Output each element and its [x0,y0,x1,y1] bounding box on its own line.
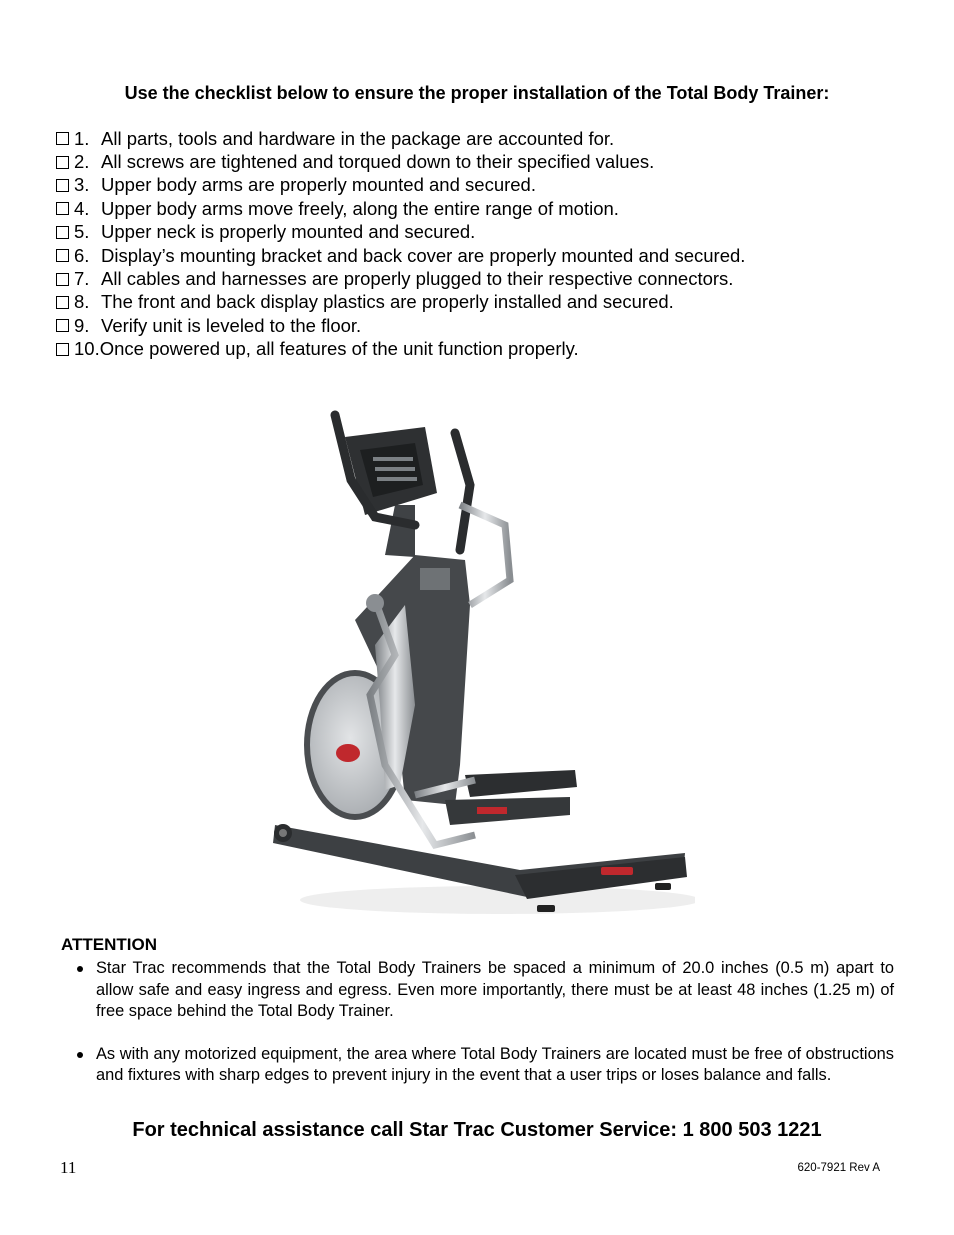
support-phone-line: For technical assistance call Star Trac Customer Service: 1 800 503 1221 [132,1119,822,1141]
attention-bullet-text: As with any motorized equipment, the area where Total Body Trainers are located must be free of obstructions and fixtures with sharp edges to prevent injury in the event that a user trips or loses balance and falls. [96,1044,894,1084]
attention-bullets [77,958,894,1108]
checkbox-icon [56,132,69,145]
checklist-item [56,221,916,244]
checklist-number: 5. [74,221,90,243]
total-body-trainer-image [265,405,695,920]
page-number: 11 [60,1158,77,1177]
document-revision: 620-7921 Rev A [797,1162,880,1174]
checklist-number: 1. [74,127,90,149]
installation-checklist [56,127,916,361]
checklist-item [56,174,916,197]
checklist-text: All parts, tools and hardware in the package are accounted for. [101,127,615,149]
checklist-item [56,291,916,314]
checklist-text: Display’s mounting bracket and back cover are properly mounted and secured. [101,244,746,266]
checkbox-icon [56,226,69,239]
checklist-number: 8. [74,291,90,313]
checkbox-icon [56,202,69,215]
checklist-number: 2. [74,151,90,173]
checkbox-icon [56,319,69,332]
checkbox-icon [56,156,69,169]
checklist-number: 10. [74,338,100,360]
checkbox-icon [56,296,69,309]
attention-bullet-text: Star Trac recommends that the Total Body Trainers be spaced a minimum of 20.0 inches (0.5 m) apart to allow safe and easy ingress and egress. Even more importantly, there must be at least 48 inches (1.25 m) of free space behind the Total Body Trainer. [96,959,894,1020]
checkbox-icon [56,249,69,262]
checklist-text: All screws are tightened and torqued down to their specified values. [101,151,655,173]
attention-title: ATTENTION [61,935,158,954]
bullet-icon [77,1052,83,1058]
checklist-item [56,197,916,220]
checklist-number: 4. [74,197,90,219]
checklist-number: 7. [74,268,90,290]
checkbox-icon [56,179,69,192]
checklist-text: Verify unit is leveled to the floor. [101,314,362,336]
checklist-text: All cables and harnesses are properly plugged to their respective connectors. [101,268,734,290]
checklist-text: Upper body arms move freely, along the entire range of motion. [101,197,619,219]
checklist-item [56,150,916,173]
checklist-item [56,338,916,361]
checklist-item [56,314,916,337]
checklist-item [56,127,916,150]
checklist-number: 9. [74,314,90,336]
checklist-number: 3. [74,174,90,196]
bullet-icon [77,966,83,972]
checkbox-icon [56,273,69,286]
attention-bullet [77,958,894,1023]
checklist-text: Upper body arms are properly mounted and secured. [101,174,536,196]
checklist-text: Upper neck is properly mounted and secured. [101,221,476,243]
checklist-item [56,244,916,267]
checklist-number: 6. [74,244,90,266]
attention-bullet [77,1044,894,1087]
checklist-text: Once powered up, all features of the unit function properly. [99,338,579,360]
checklist-item [56,267,916,290]
checklist-text: The front and back display plastics are properly installed and secured. [101,291,674,313]
checkbox-icon [56,343,69,356]
page-heading: Use the checklist below to ensure the proper installation of the Total Body Trainer: [124,83,830,103]
